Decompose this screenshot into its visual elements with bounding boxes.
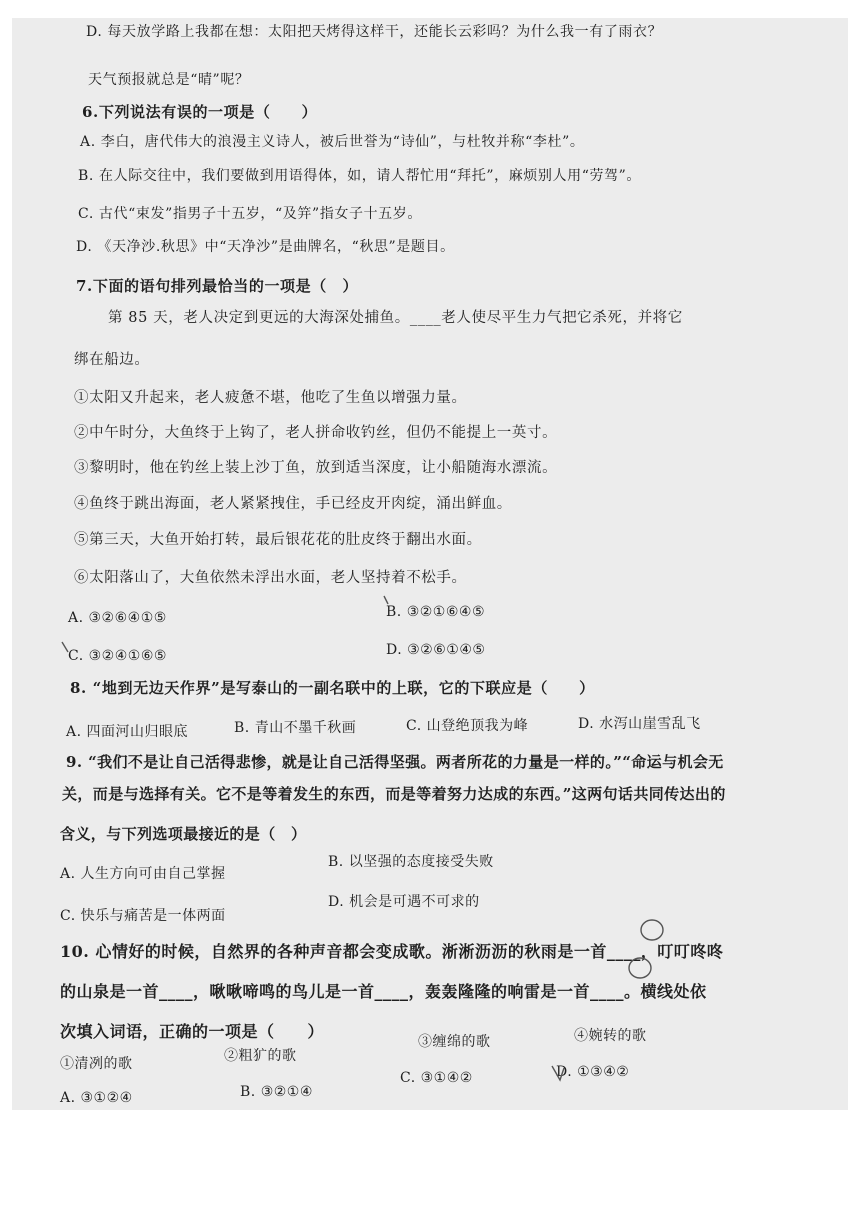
q10-word-3: ③缠绵的歌 bbox=[418, 1034, 491, 1050]
q7-passage-line1: 第 85 天，老人决定到更远的大海深处捕鱼。____老人使尽平生力气把它杀死，并将它 bbox=[108, 310, 683, 326]
q7-option-a: A. ③②⑥④①⑤ bbox=[68, 610, 167, 626]
q7-sentence-3: ③黎明时，他在钓丝上装上沙丁鱼，放到适当深度，让小船随海水漂流。 bbox=[74, 460, 558, 476]
q10-word-4: ④婉转的歌 bbox=[574, 1028, 647, 1044]
q7-passage-line2: 绑在船边。 bbox=[74, 352, 150, 368]
q6-option-a: A. 李白，唐代伟大的浪漫主义诗人，被后世誉为“诗仙”，与杜牧并称“李杜”。 bbox=[80, 134, 585, 150]
pencil-tick-q7c bbox=[62, 642, 68, 652]
q9-option-c: C. 快乐与痛苦是一体两面 bbox=[60, 908, 226, 924]
q6-option-d: D. 《天净沙.秋思》中“天净沙”是曲牌名，“秋思”是题目。 bbox=[76, 239, 455, 255]
q7-option-b: B. ③②①⑥④⑤ bbox=[386, 604, 485, 620]
q10-word-2: ②粗犷的歌 bbox=[224, 1048, 297, 1064]
q9-option-b: B. 以坚强的态度接受失败 bbox=[328, 854, 494, 870]
q7-sentence-5: ⑤第三天，大鱼开始打转，最后银花花的肚皮终于翻出水面。 bbox=[74, 532, 482, 548]
q10-option-a: A. ③①②④ bbox=[60, 1090, 133, 1106]
q9-option-d: D. 机会是可遇不可求的 bbox=[328, 894, 480, 910]
pencil-circle-2 bbox=[629, 958, 651, 978]
q8-stem: 8. “地到无边天作界”是写泰山的一副名联中的上联，它的下联应是（ ） bbox=[70, 679, 595, 697]
q6-option-b: B. 在人际交往中，我们要做到用语得体，如，请人帮忙用“拜托”，麻烦别人用“劳驾”。 bbox=[78, 168, 642, 184]
q5-option-d-line1: D. 每天放学路上我都在想：太阳把天烤得这样干，还能长云彩吗？为什么我一有了雨衣？ bbox=[86, 24, 663, 40]
pencil-tick-q7b bbox=[384, 596, 388, 604]
q10-stem-line2: 的山泉是一首____，啾啾啼鸣的鸟儿是一首____，轰轰隆隆的响雷是一首____。横线处依 bbox=[60, 982, 707, 1001]
q9-stem-line2: 关，而是与选择有关。它不是等着发生的东西，而是等着努力达成的东西。”这两句话共同传达出的 bbox=[62, 785, 726, 803]
q10-option-b: B. ③②①④ bbox=[240, 1084, 313, 1100]
q7-stem: 7.下面的语句排列最恰当的一项是（ ） bbox=[76, 277, 359, 295]
q10-option-c: C. ③①④② bbox=[400, 1070, 473, 1086]
q9-stem-line3: 含义，与下列选项最接近的是（ ） bbox=[60, 825, 307, 843]
q6-option-c: C. 古代“束发”指男子十五岁，“及笄”指女子十五岁。 bbox=[78, 206, 422, 222]
pencil-circle-1 bbox=[641, 920, 663, 940]
q10-option-d: D. ①③④② bbox=[556, 1064, 630, 1080]
q10-stem-line3: 次填入词语，正确的一项是（ ） bbox=[60, 1022, 325, 1041]
q7-sentence-4: ④鱼终于跳出海面，老人紧紧拽住，手已经皮开肉绽，涌出鲜血。 bbox=[74, 496, 512, 512]
q5-option-d-line2: 天气预报就总是“晴”呢？ bbox=[88, 72, 250, 88]
q8-option-c: C. 山登绝顶我为峰 bbox=[406, 718, 529, 734]
q7-option-c: C. ③②④①⑥⑤ bbox=[68, 648, 167, 664]
q8-option-a: A. 四面河山归眼底 bbox=[66, 724, 189, 740]
q7-option-d: D. ③②⑥①④⑤ bbox=[386, 642, 486, 658]
pencil-check-q10d bbox=[552, 1066, 564, 1080]
q10-word-1: ①清冽的歌 bbox=[60, 1056, 133, 1072]
q7-sentence-2: ②中午时分，大鱼终于上钩了，老人拼命收钓丝，但仍不能提上一英寸。 bbox=[74, 425, 558, 441]
q10-stem-line1: 10. 心情好的时候，自然界的各种声音都会变成歌。淅淅沥沥的秋雨是一首____，叮叮咚咚 bbox=[60, 942, 724, 961]
q7-sentence-6: ⑥太阳落山了，大鱼依然未浮出水面，老人坚持着不松手。 bbox=[74, 570, 467, 586]
q6-stem: 6.下列说法有误的一项是（ ） bbox=[82, 103, 318, 121]
q7-sentence-1: ①太阳又升起来，老人疲惫不堪，他吃了生鱼以增强力量。 bbox=[74, 390, 467, 406]
pencil-marks bbox=[12, 18, 848, 1110]
q9-stem-line1: 9. “我们不是让自己活得悲惨，就是让自己活得坚强。两者所花的力量是一样的。”“命运与机会无 bbox=[66, 753, 724, 771]
q8-option-b: B. 青山不墨千秋画 bbox=[234, 720, 357, 736]
q8-option-d: D. 水泻山崖雪乱飞 bbox=[578, 716, 701, 732]
exam-page-photo bbox=[12, 18, 848, 1110]
q9-option-a: A. 人生方向可由自己掌握 bbox=[60, 866, 226, 882]
